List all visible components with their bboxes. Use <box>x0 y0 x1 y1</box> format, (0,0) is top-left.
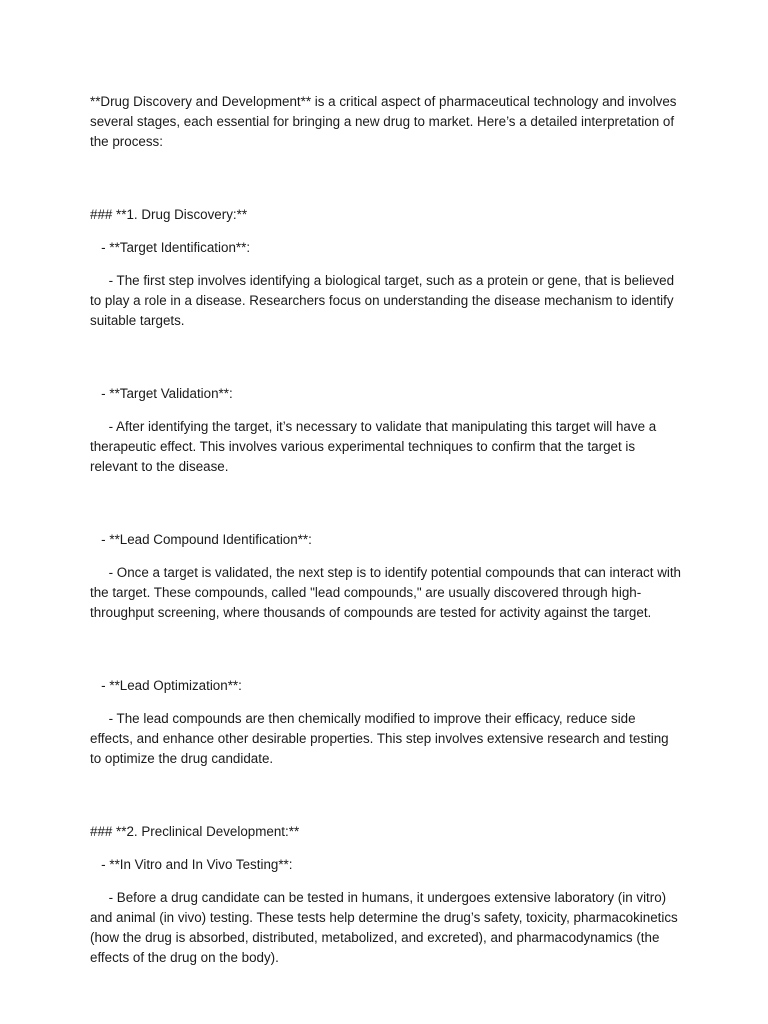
item-label-lead-compound-identification: - **Lead Compound Identification**: <box>90 532 312 547</box>
item-text-in-vitro-in-vivo-testing: - Before a drug candidate can be tested in humans, it undergoes extensive laboratory (in vitro) and animal (in vivo) testing. These tests help determine the drug’s safety, toxicity, pharmacokinetics (how the drug is absorbed, distributed, metabolized, and excreted), and pharmacodynamics (the effects of the drug on the body). <box>90 890 682 965</box>
item-text-lead-compound-identification: - Once a target is validated, the next step is to identify potential compounds that can interact with the target. These compounds, called "lead compounds," are usually discovered through high-throughput screening, where thousands of compounds are tested for activity against the target. <box>90 565 685 620</box>
intro-paragraph: **Drug Discovery and Development** is a critical aspect of pharmaceutical technology and involves several stages, each essential for bringing a new drug to market. Here’s a detailed interpretation of the process: <box>90 94 681 149</box>
item-label-target-validation: - **Target Validation**: <box>90 386 233 401</box>
item-label-in-vitro-in-vivo-testing: - **In Vitro and In Vivo Testing**: <box>90 857 293 872</box>
section-heading-preclinical-development: ### **2. Preclinical Development:** <box>90 824 300 839</box>
item-text-lead-optimization: - The lead compounds are then chemically modified to improve their efficacy, reduce side effects, and enhance other desirable properties. This step involves extensive research and testing to optimize the drug candidate. <box>90 711 673 766</box>
document-body <box>90 92 685 968</box>
section-heading-drug-discovery: ### **1. Drug Discovery:** <box>90 207 248 222</box>
item-label-lead-optimization: - **Lead Optimization**: <box>90 678 242 693</box>
item-text-target-validation: - After identifying the target, it’s necessary to validate that manipulating this target will have a therapeutic effect. This involves various experimental techniques to confirm that the target is relevant to the disease. <box>90 419 660 474</box>
item-text-target-identification: - The first step involves identifying a biological target, such as a protein or gene, that is believed to play a role in a disease. Researchers focus on understanding the disease mechanism to identify suitable targets. <box>90 273 678 328</box>
item-label-target-identification: - **Target Identification**: <box>90 240 251 255</box>
